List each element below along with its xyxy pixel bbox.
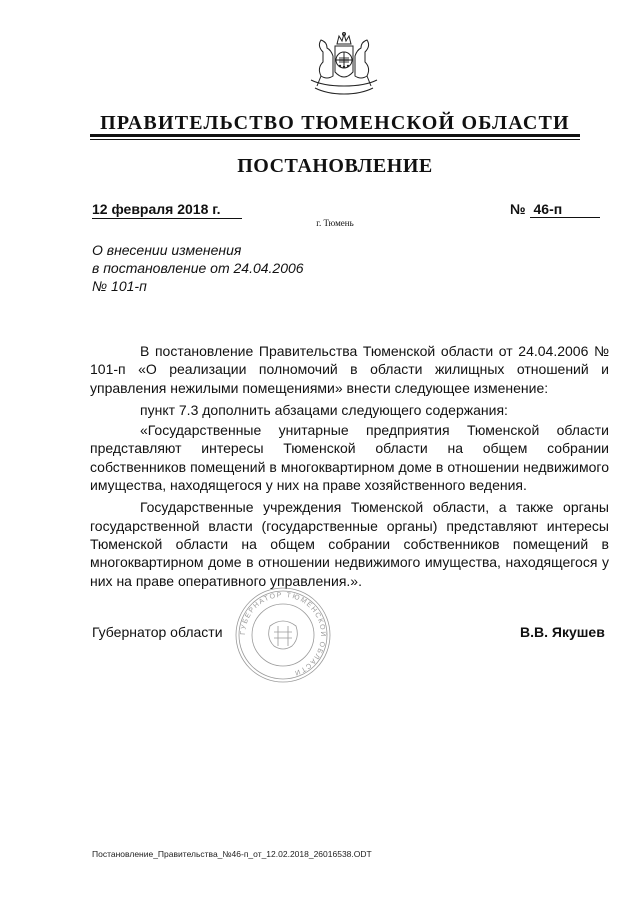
signer-title: Губернатор области xyxy=(92,624,223,640)
government-title: ПРАВИТЕЛЬСТВО ТЮМЕНСКОЙ ОБЛАСТИ xyxy=(100,112,570,134)
document-number-prefix: № xyxy=(510,201,526,217)
body-paragraph: В постановление Правительства Тюменской области от 24.04.2006 № 101-п «О реализации полномочий в области жилищных отношений и управления нежилыми помещениями» внести следующее изменение: xyxy=(90,343,609,396)
document-body xyxy=(90,342,609,594)
body-paragraph: «Государственные унитарные предприятия Тюменской области представляют интересы Тюменской области на общем собрании собственников помещений в многоквартирном доме в отношении недвижимого имущества, находящегося у них на праве хозяйственного ведения. xyxy=(90,422,609,494)
coat-of-arms-emblem xyxy=(303,30,385,100)
official-seal-stamp xyxy=(234,586,332,684)
document-subject xyxy=(92,241,352,295)
subject-line: № 101-п xyxy=(92,278,147,294)
document-date: 12 февраля 2018 г. xyxy=(92,201,242,219)
footer-filename: Постановление_Правительства_№46-п_от_12.02.2018_26016538.ODT xyxy=(92,849,372,859)
seal-ring-text: ГУБЕРНАТОР ТЮМЕНСКОЙ ОБЛАСТИ xyxy=(239,591,327,677)
document-type-title: ПОСТАНОВЛЕНИЕ xyxy=(237,155,433,177)
header-divider-thick xyxy=(90,134,580,137)
subject-line: в постановление от 24.04.2006 xyxy=(92,260,304,276)
document-number-value: 46-п xyxy=(530,201,600,218)
header-divider-thin xyxy=(90,139,580,140)
body-paragraph: Государственные учреждения Тюменской области, а также органы государственной власти (государственные органы) представляют интересы Тюменской области на общем собрании собственников помещений в многоквартирном доме в отношении недвижимого имущества, находящегося у них на праве оперативного управления.». xyxy=(90,499,609,589)
document-number xyxy=(510,201,600,218)
document-city: г. Тюмень xyxy=(316,218,354,228)
body-paragraph: пункт 7.3 дополнить абзацами следующего содержания: xyxy=(140,401,508,418)
subject-line: О внесении изменения xyxy=(92,242,242,258)
signer-name: В.В. Якушев xyxy=(520,624,605,640)
